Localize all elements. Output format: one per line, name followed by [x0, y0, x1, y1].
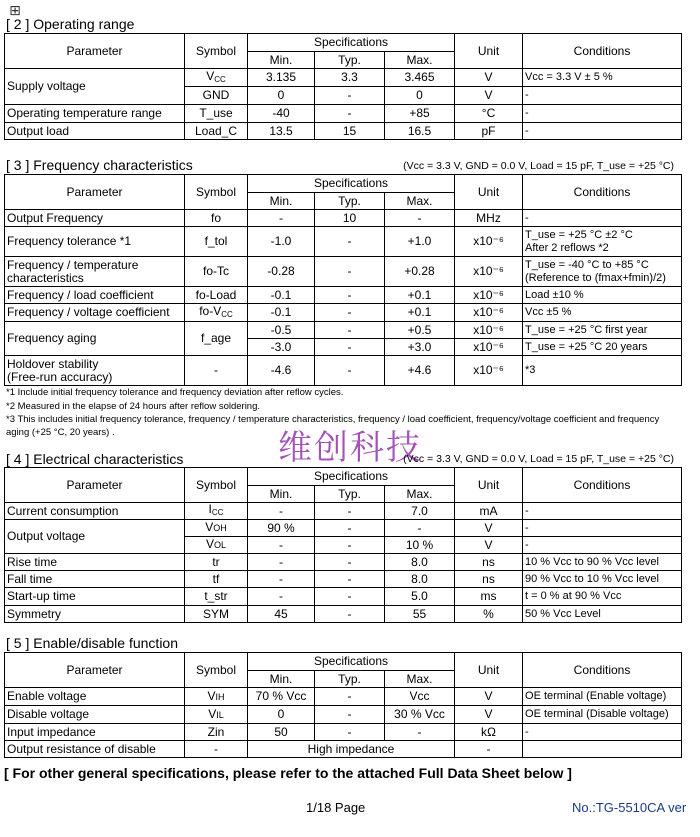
table-row: Output voltage VOH 90 % - - V -: [5, 520, 682, 537]
header-specifications: Specifications: [248, 175, 455, 193]
electrical-table: [4, 467, 682, 623]
table-row: Start-up time t_str - - 5.0 ms t = 0 % at 90 % Vcc: [5, 588, 682, 606]
header-parameter: Parameter: [5, 34, 185, 69]
header-specifications: Specifications: [248, 468, 455, 486]
table-row: Enable voltage VIH 70 % Vcc - Vcc V OE terminal (Enable voltage): [5, 688, 682, 706]
header-max: Max.: [385, 52, 455, 69]
header-max: Max.: [385, 486, 455, 503]
header-conditions: Conditions: [523, 175, 682, 210]
frequency-conditions-note: (Vcc = 3.3 V, GND = 0.0 V, Load = 15 pF, T_use = +25 °C): [403, 160, 674, 172]
electrical-conditions-note: (Vcc = 3.3 V, GND = 0.0 V, Load = 15 pF, T_use = +25 °C): [403, 453, 674, 465]
header-max: Max.: [385, 193, 455, 210]
table-row: Rise time tr - - 8.0 ns 10 % Vcc to 90 % Vcc level: [5, 554, 682, 571]
table-row: Holdover stability (Free-run accuracy) - -4.6 - +4.6 x10⁻⁶ *3: [5, 356, 682, 386]
header-typ: Typ.: [315, 52, 385, 69]
footnote-2: *2 Measured in the elapse of 24 hours after reflow soldering.: [6, 401, 261, 412]
header-parameter: Parameter: [5, 653, 185, 688]
footnote-1: *1 Include initial frequency tolerance and frequency deviation after reflow cycles.: [6, 387, 344, 398]
header-min: Min.: [248, 52, 315, 69]
header-symbol: Symbol: [185, 468, 248, 503]
table-row: Frequency / load coefficient fo-Load -0.1 - +0.1 x10⁻⁶ Load ±10 %: [5, 287, 682, 304]
general-spec-note: [ For other general specifications, please refer to the attached Full Data Sheet below ]: [4, 765, 572, 781]
table-icon[interactable]: ⊞: [9, 3, 21, 19]
header-typ: Typ.: [315, 486, 385, 503]
table-row: Input impedance Zin 50 - - kΩ -: [5, 724, 682, 741]
section-title-electrical: [ 4 ] Electrical characteristics: [6, 451, 184, 467]
header-unit: Unit: [455, 468, 523, 503]
table-row: Disable voltage VIL 0 - 30 % Vcc V OE terminal (Disable voltage): [5, 706, 682, 724]
table-row: Output resistance of disable - High impedance -: [5, 741, 682, 758]
header-symbol: Symbol: [185, 34, 248, 69]
header-unit: Unit: [455, 175, 523, 210]
watermark-text: 维创科技: [278, 428, 422, 468]
table-row: Output Frequency fo - 10 - MHz -: [5, 210, 682, 227]
header-typ: Typ.: [315, 671, 385, 688]
table-row: Frequency / temperature characteristics fo-Tc -0.28 - +0.28 x10⁻⁶ T_use = -40 °C to +85 °C (Reference to (fmax+fmin)/2): [5, 257, 682, 287]
header-conditions: Conditions: [523, 653, 682, 688]
document-number: No.:TG-5510CA ver: [572, 800, 687, 815]
section-title-enable-disable: [ 5 ] Enable/disable function: [6, 635, 179, 651]
section-title-operating-range: [ 2 ] Operating range: [6, 16, 135, 32]
header-conditions: Conditions: [523, 468, 682, 503]
header-min: Min.: [248, 193, 315, 210]
table-row: Frequency aging f_age -0.5 - +0.5 x10⁻⁶ T_use = +25 °C first year: [5, 322, 682, 339]
enable-disable-table: [4, 652, 682, 758]
header-parameter: Parameter: [5, 175, 185, 210]
header-symbol: Symbol: [185, 175, 248, 210]
frequency-table: [4, 174, 682, 386]
table-row: Frequency tolerance *1 f_tol -1.0 - +1.0 x10⁻⁶ T_use = +25 °C ±2 °C After 2 reflows *2: [5, 227, 682, 257]
table-row: Operating temperature range T_use -40 - +85 °C -: [5, 105, 682, 123]
table-row: GND 0 - 0 V -: [5, 87, 682, 105]
header-min: Min.: [248, 486, 315, 503]
footnote-3: *3 This includes initial frequency tolerance, frequency / temperature characteristics, frequency / load coefficient, frequency/voltage coefficient and frequency aging (+25 °C, 20 years) .: [6, 414, 660, 438]
table-row: Supply voltage $V_{CC}$ 3.135 3.3 3.465 V Vcc = 3.3 V ± 5 %: [5, 69, 682, 87]
table-row: VOL - - 10 % V -: [5, 537, 682, 554]
header-max: Max.: [385, 671, 455, 688]
header-typ: Typ.: [315, 193, 385, 210]
header-conditions: Conditions: [523, 34, 682, 69]
table-row: Output load Load_C 13.5 15 16.5 pF -: [5, 123, 682, 140]
header-symbol: Symbol: [185, 653, 248, 688]
table-row: -3.0 - +3.0 x10⁻⁶ T_use = +25 °C 20 years: [5, 339, 682, 356]
section-title-frequency: [ 3 ] Frequency characteristics: [6, 157, 193, 173]
table-row: Current consumption $I_{CC}$ - - 7.0 mA -: [5, 503, 682, 520]
table-row: Frequency / voltage coefficient $fo-V_{CC}$ -0.1 - +0.1 x10⁻⁶ Vcc ±5 %: [5, 304, 682, 322]
table-row: Fall time tf - - 8.0 ns 90 % Vcc to 10 % Vcc level: [5, 571, 682, 588]
header-unit: Unit: [455, 653, 523, 688]
header-parameter: Parameter: [5, 468, 185, 503]
page-number: 1/18 Page: [306, 800, 366, 815]
table-row: Symmetry SYM 45 - 55 % 50 % Vcc Level: [5, 606, 682, 623]
header-min: Min.: [248, 671, 315, 688]
header-unit: Unit: [455, 34, 523, 69]
header-specifications: Specifications: [248, 34, 455, 52]
header-specifications: Specifications: [248, 653, 455, 671]
operating-range-table: [4, 33, 682, 140]
